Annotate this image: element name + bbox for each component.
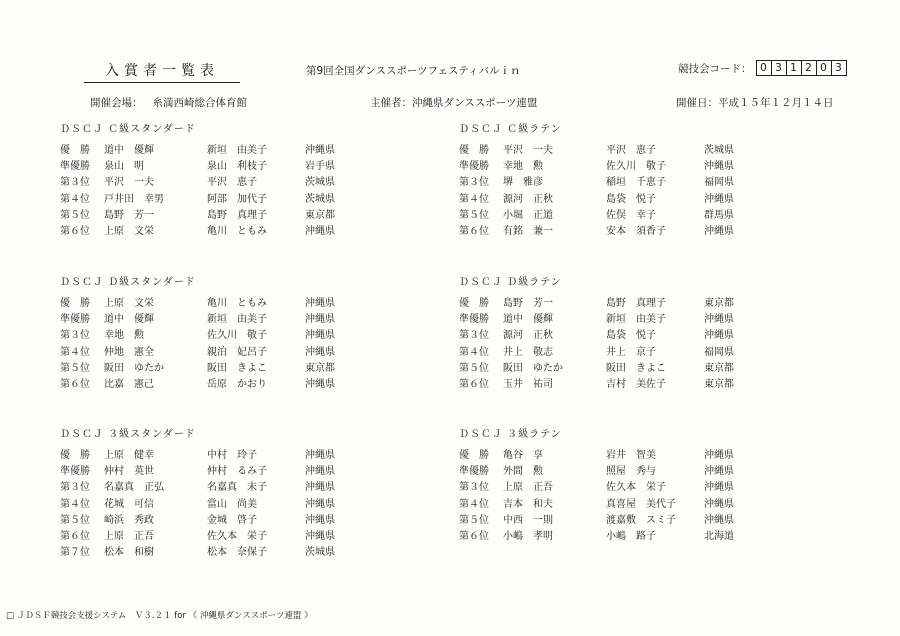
prefecture: 沖縄県 xyxy=(305,314,335,326)
rank: 準優勝 xyxy=(60,161,90,173)
female-name: 真喜屋 美代子 xyxy=(606,498,676,510)
venue-label: 開催会場： xyxy=(90,97,143,109)
female-name: 仲村 るみ子 xyxy=(207,466,267,478)
prefecture: 福岡県 xyxy=(704,177,734,189)
male-name: 戸井田 幸男 xyxy=(104,193,164,205)
table-row xyxy=(459,497,764,513)
female-name: 渡嘉敷 スミ子 xyxy=(606,514,676,526)
female-name: 阪田 きよこ xyxy=(606,362,666,374)
code-digit: 2 xyxy=(802,61,817,75)
female-name: 佐久本 栄子 xyxy=(606,482,666,494)
table-row xyxy=(459,224,764,240)
male-name: 幸地 勲 xyxy=(503,161,543,173)
female-name: 安本 須香子 xyxy=(606,225,666,237)
prefecture: 沖縄県 xyxy=(305,346,335,358)
female-name: 名嘉真 末子 xyxy=(207,482,267,494)
code-digit: 3 xyxy=(772,61,787,75)
rank: 第６位 xyxy=(60,378,90,390)
male-name: 島野 芳一 xyxy=(104,209,154,221)
table-row xyxy=(459,361,764,377)
female-name: 泉山 利枝子 xyxy=(207,161,267,173)
rank: 第３位 xyxy=(459,330,489,342)
male-name: 仲村 英世 xyxy=(104,466,154,478)
event-name: 第9回全国ダンススポーツフェスティバルｉｎ xyxy=(306,65,521,77)
prefecture: 沖縄県 xyxy=(305,378,335,390)
prefecture: 沖縄県 xyxy=(305,330,335,342)
male-name: 上原 正吾 xyxy=(503,482,553,494)
code-digit: 0 xyxy=(817,61,832,75)
female-name: 小嶋 路子 xyxy=(606,530,656,542)
female-name: 阪田 きよこ xyxy=(207,362,267,374)
table-row xyxy=(60,143,365,159)
prefecture: 沖縄県 xyxy=(704,466,734,478)
prefecture: 東京都 xyxy=(704,362,734,374)
system-footer: □ ＪＤＳＦ競技会支援システム Ｖ３.２１ for 《 沖縄県ダンススポーツ連盟 》 xyxy=(6,611,313,621)
table-row xyxy=(459,513,764,529)
prefecture: 沖縄県 xyxy=(305,450,335,461)
section-3-standard xyxy=(60,427,365,561)
table-row xyxy=(60,345,365,361)
code-digit: 0 xyxy=(757,61,772,75)
female-name: 岳原 かおり xyxy=(207,378,267,390)
male-name: 阪田 ゆたか xyxy=(503,362,563,374)
rank: 第５位 xyxy=(459,514,489,526)
table-row xyxy=(60,497,365,513)
prefecture: 沖縄県 xyxy=(305,530,335,542)
prefecture: 東京都 xyxy=(704,298,734,309)
female-name: 新垣 由美子 xyxy=(207,145,267,156)
rank: 第４位 xyxy=(459,346,489,358)
table-row xyxy=(60,328,365,344)
rank: 第６位 xyxy=(459,225,489,237)
prefecture: 沖縄県 xyxy=(305,498,335,510)
rank: 第４位 xyxy=(60,346,90,358)
male-name: 上原 文栄 xyxy=(104,298,154,309)
female-name: 亀川 ともみ xyxy=(207,298,267,309)
male-name: 源河 正秋 xyxy=(503,193,553,205)
rank: 第５位 xyxy=(60,209,90,221)
male-name: 泉山 明 xyxy=(104,161,144,173)
rank: 優 勝 xyxy=(459,145,489,156)
venue-name: 糸満西崎総合体育館 xyxy=(152,97,247,109)
prefecture: 沖縄県 xyxy=(704,161,734,173)
female-name: 佐俣 幸子 xyxy=(606,209,656,221)
table-row xyxy=(60,175,365,191)
table-row xyxy=(60,296,365,312)
male-name: 上原 正吾 xyxy=(104,530,154,542)
prefecture: 東京都 xyxy=(704,378,734,390)
section-title: ＤＳＣＪ ３級ラテン xyxy=(459,429,562,440)
prefecture: 沖縄県 xyxy=(704,498,734,510)
rank: 準優勝 xyxy=(459,466,489,478)
female-name: 島袋 悦子 xyxy=(606,193,656,205)
male-name: 亀谷 享 xyxy=(503,450,543,461)
female-name: 金城 啓子 xyxy=(207,514,257,526)
prefecture: 沖縄県 xyxy=(305,225,335,237)
rank: 優 勝 xyxy=(60,450,90,461)
code-digit: 3 xyxy=(835,62,842,74)
rank: 第５位 xyxy=(60,362,90,374)
prefecture: 沖縄県 xyxy=(305,298,335,309)
male-name: 吉本 和夫 xyxy=(503,498,553,510)
section-title: ＤＳＣＪ Ｄ級スタンダード xyxy=(60,277,196,288)
male-name: 上原 文栄 xyxy=(104,225,154,237)
rank: 準優勝 xyxy=(459,314,489,326)
prefecture: 茨城県 xyxy=(704,145,734,156)
prefecture: 沖縄県 xyxy=(704,314,734,326)
section-d-standard xyxy=(60,275,365,393)
table-row xyxy=(60,159,365,175)
female-name: 親泊 妃呂子 xyxy=(207,346,267,358)
event-date: 開催日：平成１５年１２月１４日 xyxy=(676,97,834,109)
female-name: 佐久川 敬子 xyxy=(207,330,267,342)
section-title: ＤＳＣＪ Ｄ級ラテン xyxy=(459,277,562,288)
male-name: 道中 優輝 xyxy=(104,145,154,156)
section-title: ＤＳＣＪ Ｃ級ラテン xyxy=(459,124,562,135)
male-name: 小嶋 孝明 xyxy=(503,530,553,542)
female-name: 佐久川 敬子 xyxy=(606,161,666,173)
code-label: 競技会コード： xyxy=(678,62,752,75)
rank: 準優勝 xyxy=(60,466,90,478)
table-row xyxy=(459,143,764,159)
female-name: 新垣 由美子 xyxy=(207,314,267,326)
rank: 第５位 xyxy=(60,514,90,526)
prefecture: 沖縄県 xyxy=(305,466,335,478)
prefecture: 茨城県 xyxy=(305,547,335,559)
prefecture: 岩手県 xyxy=(305,161,335,173)
female-name: 阿部 加代子 xyxy=(207,193,267,205)
rank: 第５位 xyxy=(459,362,489,374)
table-row xyxy=(459,192,764,208)
table-row xyxy=(60,361,365,377)
male-name: 中西 一則 xyxy=(503,514,553,526)
female-name: 佐久本 栄子 xyxy=(207,530,267,542)
female-name: 平沢 恵子 xyxy=(606,145,656,156)
male-name: 仲地 憲全 xyxy=(104,346,154,358)
male-name: 松本 和樹 xyxy=(104,547,154,559)
section-title: ＤＳＣＪ Ｃ級スタンダード xyxy=(60,124,196,135)
female-name: 平沢 恵子 xyxy=(207,177,257,189)
female-name: 照屋 秀与 xyxy=(606,466,656,478)
venue xyxy=(90,95,247,110)
prefecture: 群馬県 xyxy=(704,209,734,221)
rank: 第４位 xyxy=(60,498,90,510)
table-row xyxy=(459,480,764,496)
table-row xyxy=(60,448,365,464)
rank: 第６位 xyxy=(60,225,90,237)
male-name: 花城 可信 xyxy=(104,498,154,510)
male-name: 阪田 ゆたか xyxy=(104,362,164,374)
prefecture: 福岡県 xyxy=(704,346,734,358)
male-name: 平沢 一夫 xyxy=(503,145,553,156)
rank: 準優勝 xyxy=(459,161,489,173)
male-name: 比嘉 憲己 xyxy=(104,378,154,390)
male-name: 外間 勲 xyxy=(503,466,543,478)
male-name: 有銘 兼一 xyxy=(503,225,553,237)
male-name: 幸地 勲 xyxy=(104,330,144,342)
male-name: 玉井 祐司 xyxy=(503,378,553,390)
table-row xyxy=(459,328,764,344)
prefecture: 沖縄県 xyxy=(305,482,335,494)
prefecture: 沖縄県 xyxy=(704,225,734,237)
table-row xyxy=(459,296,764,312)
rank: 第３位 xyxy=(459,482,489,494)
prefecture: 沖縄県 xyxy=(704,330,734,342)
section-c-standard xyxy=(60,122,365,240)
code-digit: 1 xyxy=(787,61,802,75)
prefecture: 沖縄県 xyxy=(704,450,734,461)
table-row xyxy=(60,529,365,545)
female-name: 島野 真理子 xyxy=(606,298,666,309)
female-name: 中村 玲子 xyxy=(207,450,257,461)
section-title: ＤＳＣＪ ３級スタンダード xyxy=(60,429,196,440)
prefecture: 東京都 xyxy=(305,362,335,374)
rank: 第７位 xyxy=(60,547,90,559)
female-name: 島袋 悦子 xyxy=(606,330,656,342)
table-row xyxy=(459,377,764,393)
table-row xyxy=(459,159,764,175)
male-name: 平沢 一夫 xyxy=(104,177,154,189)
table-row xyxy=(459,312,764,328)
table-row xyxy=(459,448,764,464)
document-title: 入賞者一覧表 xyxy=(84,60,240,83)
table-row xyxy=(60,464,365,480)
table-row xyxy=(60,208,365,224)
female-name: 亀川 ともみ xyxy=(207,225,267,237)
table-row xyxy=(60,192,365,208)
rank: 第３位 xyxy=(60,177,90,189)
rank: 第３位 xyxy=(60,330,90,342)
rank: 優 勝 xyxy=(459,450,489,461)
male-name: 源河 正秋 xyxy=(503,330,553,342)
competition-code xyxy=(678,60,847,76)
rank: 第４位 xyxy=(60,193,90,205)
male-name: 上原 健幸 xyxy=(104,450,154,461)
table-row xyxy=(60,224,365,240)
rank: 第３位 xyxy=(459,177,489,189)
rank: 第４位 xyxy=(459,193,489,205)
female-name: 吉村 美佐子 xyxy=(606,378,666,390)
section-c-latin xyxy=(459,122,764,240)
rank: 優 勝 xyxy=(60,298,90,309)
male-name: 道中 優輝 xyxy=(503,314,553,326)
rank: 第４位 xyxy=(459,498,489,510)
table-row xyxy=(459,464,764,480)
prefecture: 沖縄県 xyxy=(704,482,734,494)
prefecture: 茨城県 xyxy=(305,177,335,189)
rank: 優 勝 xyxy=(459,298,489,309)
male-name: 道中 優輝 xyxy=(104,314,154,326)
rank: 準優勝 xyxy=(60,314,90,326)
female-name: 岩井 智美 xyxy=(606,450,656,461)
code-box xyxy=(756,60,847,76)
table-row xyxy=(60,377,365,393)
prefecture: 東京都 xyxy=(305,209,335,221)
table-row xyxy=(60,312,365,328)
prefecture: 沖縄県 xyxy=(704,514,734,526)
male-name: 井上 敬志 xyxy=(503,346,553,358)
prefecture: 北海道 xyxy=(704,530,734,542)
rank: 第３位 xyxy=(60,482,90,494)
female-name: 新垣 由美子 xyxy=(606,314,666,326)
female-name: 稲垣 千恵子 xyxy=(606,177,666,189)
female-name: 井上 京子 xyxy=(606,346,656,358)
male-name: 崎浜 秀政 xyxy=(104,514,154,526)
rank: 第６位 xyxy=(60,530,90,542)
rank: 第５位 xyxy=(459,209,489,221)
table-row xyxy=(459,208,764,224)
table-row xyxy=(459,529,764,545)
table-row xyxy=(459,175,764,191)
rank: 第６位 xyxy=(459,378,489,390)
organizer: 主催者：沖縄県ダンススポーツ連盟 xyxy=(370,97,538,109)
section-d-latin xyxy=(459,275,764,393)
prefecture: 沖縄県 xyxy=(305,514,335,526)
male-name: 堺 雅彦 xyxy=(503,177,543,189)
section-3-latin xyxy=(459,427,764,545)
rank: 優 勝 xyxy=(60,145,90,156)
male-name: 名嘉真 正弘 xyxy=(104,482,164,494)
prefecture: 沖縄県 xyxy=(305,145,335,156)
prefecture: 沖縄県 xyxy=(704,193,734,205)
rank: 第６位 xyxy=(459,530,489,542)
female-name: 當山 尚美 xyxy=(207,498,257,510)
prefecture: 茨城県 xyxy=(305,193,335,205)
table-row xyxy=(60,480,365,496)
table-row xyxy=(459,345,764,361)
table-row xyxy=(60,545,365,561)
female-name: 松本 奈保子 xyxy=(207,547,267,559)
male-name: 島野 芳一 xyxy=(503,298,553,309)
table-row xyxy=(60,513,365,529)
male-name: 小堀 正道 xyxy=(503,209,553,221)
female-name: 島野 真理子 xyxy=(207,209,267,221)
